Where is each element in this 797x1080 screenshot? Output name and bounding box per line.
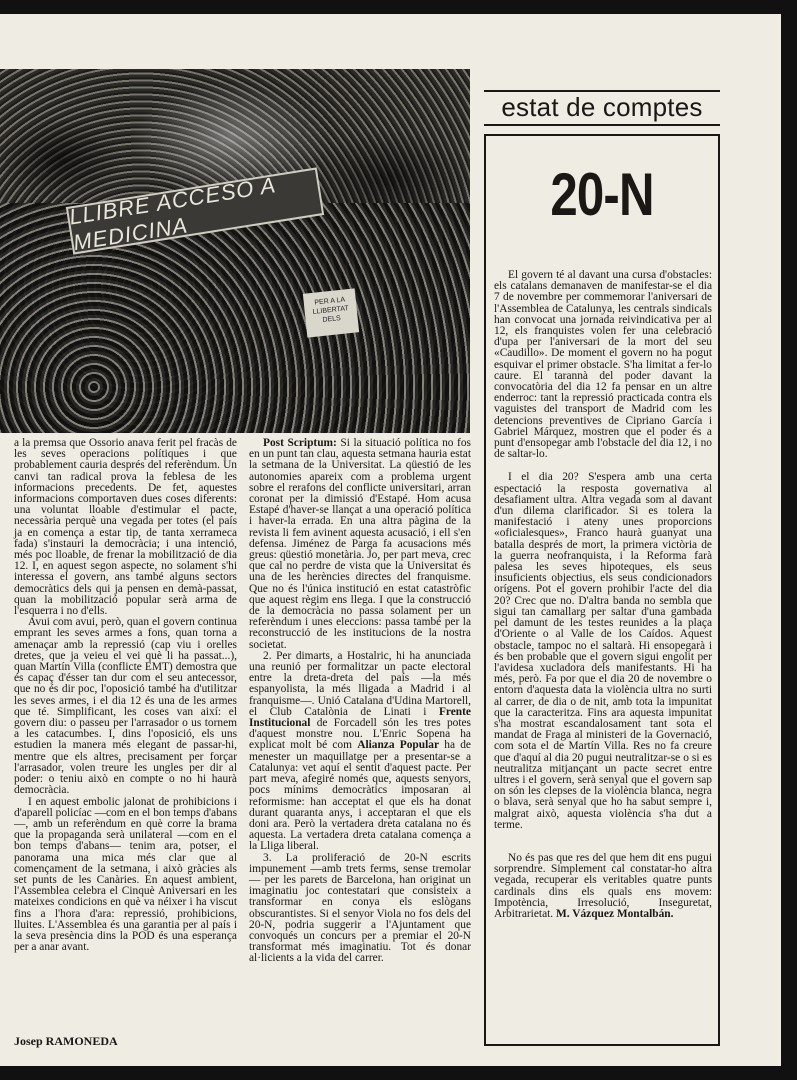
magazine-page bbox=[0, 14, 781, 1066]
bold-term: Frente Institucional bbox=[249, 705, 471, 730]
protest-banner: LLIBRE ACCESO A MEDICINA bbox=[66, 167, 324, 254]
paragraph: El govern té al davant una cursa d'obstacles: els catalans demanaven de manifestar-se el dia 7 de novembre per commemorar l'aniversari de l'Assemblea de Catalunya, les centrals sindicals han convocat una jornada reivindicativa per al 12, els franquistes volen fer una celebració d'upa per l'aniversari de la mort del seu «Caudillo». De moment el govern no ha pogut esquivar el primer obstacle. S'ha limitat a fer-lo caure. El tarannà del poder davant la convocatòria del dia 12 fa pensar en un altre enderroc: tant la repressió practicada contra els vaguistes del transport de Madrid com les detencions preventives de Cipriano García i Gabriel Márquez, mostren que el poder és a punt d'ensopegar amb l'obstacle del dia 12, i no de saltar-lo. bbox=[494, 269, 712, 461]
paragraph: I el dia 20? S'espera amb una certa espectació la resposta governativa al desafiament ultra. Altra vegada som al davant d'un dilema clarificador. Si es tolera la manifestació i ateny unes proporcions «oficialesques», Franco haurà guanyat una batalla després de mort, la primera victòria de la guerra neofranquista, i la Reforma farà palesa les seves hipoteques, els seus insuficients objectius, els seus condicionadors orígens. Pot el govern prohibir l'acte del dia 20? Crec que no. D'altra banda no sembla que sigui tan camallarg per saltar d'una gambada pel damunt de les testes reunides a la plaça d'Oriente o al Valle de los Caídos. Aquest obstacle, tampoc no el saltarà. Hi ensopegarà i és ben probable que el govern sigui engolit per l'avidesa xucladora dels manifestants. Hi ha més, però. Fa por que el dia 20 de novembre o entorn d'aquesta data la violència ultra no surti al carrer, de dia o de nit, amb tota la impunitat que la caracteritza. Fins ara aquesta impunitat s'ha mostrat escandalosament tant sota el mandat de Fraga al ministeri de la Governació, com sota el de Martín Villa. Res no fa creure que d'aquí al dia 20 pugui neutralitzar-se o si es neutralitza mitjançant un pacte secret entre ultres i el govern, serà senyal que el govern sap on són les clepses de la violència blanca, negra o blava, serà senyal que ho ha sabut sempre i, malgrat això, aquesta violència s'ha dut a terme. bbox=[494, 471, 712, 831]
postscript-label: Post Scriptum: bbox=[263, 437, 337, 449]
editorial-column bbox=[494, 270, 712, 920]
paragraph-text: 2. Per dimarts, a Hostalric, hi ha anunciada una reunió per formalitzar un pacte electoral entre la dreta-dreta del país —la més espanyolista, la més lligada a Madrid i al franquisme—. Unió Catalana d'Udina Martorell, el Club Catalònia de Linati i bbox=[249, 649, 471, 718]
paragraph: Avui com avui, però, quan el govern continua emprant les seves armes a fons, quan torna a amenaçar amb la repressió (cap viu i orelles dretes, que ja veieu el vei què li ha passat...), quan Martín Villa (conflicte EMT) demostra que és capaç d'ésser tan dur com el seu antecessor, que no és dir poc, l'oposició també ha d'utilitzar les seves armes, i el dia 12 és una de les armes que té. Simplificant, les coses van així: el govern diu: o passeu per l'arrasador o us tornem a les catacumbes. I, dins l'oposició, els uns estudien la manera més elegant de passar-hi, mentre que els altres, precisament per forçar l'arrasador, volen treure les ungles per dir al poder: o teniu això en compte o no hi haurà democràcia. bbox=[14, 616, 237, 797]
paragraph: I en aquest embolic jalonat de prohibicions i d'aparell policíac —com en el bon temps d'abans—, amb un referèndum en què corre la brama que la propaganda serà unilateral —com en el bon temps d'abans— tenim ara, potser, el panorama una mica més clar que al començament de la setmana, i això gràcies als set punts de les Canàries. En aquest ambient, l'Assemblea celebra el Cinquè Aniversari en les mateixes condicions en què va néixer i ha viscut fins a l'hora d'ara: repressió, prohibicions, lluites. L'Assemblea és una garantia per al país i la seva presència dins la POD és una esperança per a anar avant. bbox=[14, 795, 237, 954]
section-heading: estat de comptes bbox=[484, 92, 720, 126]
postscript-text: Si la situació política no fos en un punt tan clau, aquesta setmana hauria estat la setmana de la Universitat. La qüestió de les autonomies apareix com a problema urgent sobre el rerafons del conflicte universitari, arran coronat per la dimissió d'Estapé. Hom acusa Estapé d'haver-se llançat a una operació política i haver-la errada. En una altra pàgina de la revista li fem avinent aquesta acusació, i ell s'en defensa. Jiménez de Parga fa acusacions més greus: qüestió monetària. Jo, per part meva, crec que cal no perdre de vista que la Universitat és una de les herències directes del franquisme. Que no és l'única institució en estat catastròfic que aquest règim ens llega. I que la construcció de la democràcia no passa solament per un referèndum i unes eleccions: passa també per la reconstrucció de les institucions de la nostra societat. bbox=[249, 437, 471, 651]
paragraph-text: ha de menester un maquillatge per a presentar-se a Catalunya: vet aquí el sentit d'aquest pacte. Per part meva, afegiré només que, aquests senyors, pocs mínims democràtics imposaran al reformisme: han acceptat el que els ha donat durant quaranta anys, i acceptaran el que els doni ara. Però la vertadera dreta catalana no és aquesta. La vertadera dreta catalana comença a la Lliga liberal. bbox=[249, 739, 471, 853]
bold-term: Alianza Popular bbox=[357, 739, 440, 752]
paragraph: 3. La proliferació de 20-N escrits impunement —amb trets ferms, sense tremolar— per les parets de Barcelona, han originat un imaginatiu joc contestatari que consisteix a transformar en conya els eslògans obscurantistes. Si el senyor Viola no fos dels del 20-N, podria suggerir a l'Ajuntament que convoqués un concurs per a premiar el 20-N transformat més imaginatiu. Tot és donar al·licients a la vida del carrer. bbox=[249, 851, 471, 965]
article-column-middle bbox=[249, 438, 471, 965]
article-author: Josep RAMONEDA bbox=[14, 1034, 118, 1048]
editorial-title: 20-N bbox=[550, 161, 654, 228]
paragraph: a la premsa que Ossorio anava ferit pel fracàs de les seves operacions polítiques i que probablement cauria després del referèndum. Un canvi tan radical prova la feblesa de les informacions precedents. De fet, aquestes informacions comportaven dues coses diferents: una voluntat lloable d'estimular el pacte, necessària perquè una vegada per totes (el país ja en comença a estar tip, de tanta xerrameca fada) s'instauri la democràcia; i una intenció, més poc lloable, de frenar la mobilització de dia 12. I, en aquest segon aspecte, no solament s'hi interessa el govern, ans també alguns sectors democràtics dels qui ja pensen en demà-passat, quan la mobilització popular serà arma de l'esquerra i no d'ells. bbox=[14, 437, 237, 618]
demonstration-photo bbox=[0, 69, 470, 433]
protest-placard: PER A LA LLIBERTAT DELS bbox=[303, 288, 359, 337]
paragraph-text: de Forcadell són les tres potes d'aquest monstre nou. L'Enric Sopena ha explicat molt bé com bbox=[249, 717, 471, 752]
paragraph-text: No és pas que res del que hem dit ens pugui sorprendre. Simplement cal constatar-ho altra vegada, recuperar els veritables quatre punts cardinals dins els quals ens movem: Impotència, Irresolució, Inseguretat, Arbitrarietat. bbox=[494, 851, 712, 920]
paragraph bbox=[494, 853, 712, 920]
postscript-paragraph bbox=[249, 438, 471, 651]
paragraph bbox=[249, 651, 471, 853]
article-column-left bbox=[14, 438, 237, 953]
editorial-signature: M. Vázquez Montalbán. bbox=[556, 907, 674, 920]
